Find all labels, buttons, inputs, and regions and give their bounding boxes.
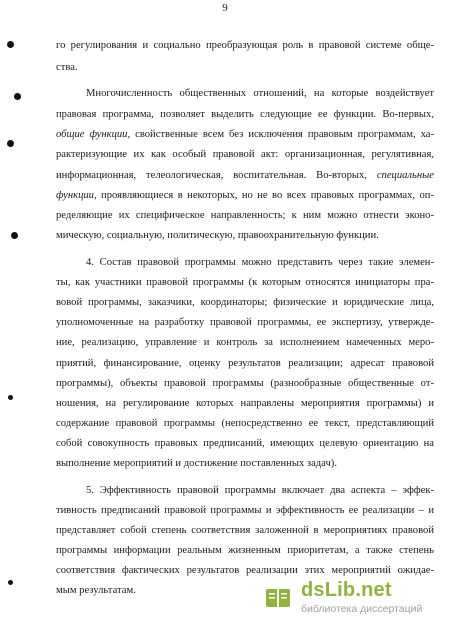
- text-segment: ношения, на регулирование которых направлены мероприятия программы) и: [56, 398, 434, 409]
- margin-dot: [7, 41, 14, 48]
- text-segment: мическую, социальную, политическую, правоохранительную функции.: [56, 230, 379, 241]
- text-line: [56, 109, 434, 121]
- text-line: [56, 277, 434, 289]
- text-line: [56, 129, 434, 141]
- text-line: [56, 545, 434, 557]
- text-segment: правовая программа, позволяет выделить следующие ее функции. Во-первых,: [56, 109, 434, 120]
- text-segment: ределяющие их специфическое направленность; к ним можно отнести эконо-: [56, 210, 434, 221]
- watermark: [263, 579, 438, 621]
- text-line: [56, 170, 434, 182]
- text-segment: вовой программы, заказчики, координаторы; физические и юридические лица,: [56, 297, 434, 308]
- watermark-brand: dsLib.net: [301, 579, 392, 601]
- text-line: [86, 88, 434, 100]
- text-segment: го регулирования и социально преобразующая роль в правовой системе обще-: [56, 40, 434, 51]
- text-line: [56, 149, 434, 161]
- text-line: [56, 565, 434, 577]
- text-line: [56, 190, 434, 202]
- margin-dot: [8, 580, 13, 585]
- text-segment: 4. Состав правовой программы можно представить через такие элемен-: [86, 257, 434, 268]
- text-line: [56, 358, 434, 370]
- text-segment: рактеризующие их как особый правовой акт: организационная, регулятивная,: [56, 149, 434, 160]
- text-segment: уполномоченные на разработку правовой программы, ее экспертизу, утвержде-: [56, 317, 434, 328]
- text-segment: 5. Эффективность правовой программы включает два аспекта – эффек-: [86, 485, 434, 496]
- text-line: [56, 62, 434, 74]
- text-line: [56, 317, 434, 329]
- text-segment: Многочисленность общественных отношений, на которые воздействует: [86, 88, 434, 99]
- text-segment: приятий, финансирование, оценку результатов реализации; адресат правовой: [56, 358, 434, 369]
- text-segment: программы), объекты правовой программы (разнообразные общественные от-: [56, 378, 434, 389]
- text-segment: мым результатам.: [56, 585, 136, 596]
- text-segment: информационная, телеологическая, воспитательная. Во-вторых,: [56, 170, 377, 181]
- text-line: [56, 505, 434, 517]
- text-segment: , проявляющиеся в некоторых, но не во всех правовых программах, оп-: [93, 190, 434, 201]
- text-line: [56, 40, 434, 52]
- text-line: [86, 257, 434, 269]
- italic-term: общие функции: [56, 129, 128, 140]
- text-line: [56, 337, 434, 349]
- italic-term: специальные: [376, 170, 434, 181]
- margin-dot: [8, 395, 13, 400]
- text-line: [56, 398, 434, 410]
- text-segment: ства.: [56, 62, 78, 73]
- text-segment: тивность предписаний правовой программы и эффективность ее реализации – и: [56, 505, 434, 516]
- text-segment: , свойственные всем без исключения правовым программам, ха-: [127, 129, 434, 140]
- italic-term: функции: [56, 190, 94, 201]
- text-line: [86, 485, 434, 497]
- text-line: [56, 525, 434, 537]
- text-line: [56, 230, 434, 242]
- text-segment: программы информации реальным жизненным приоритетам, а также степень: [56, 545, 434, 556]
- text-segment: ние, реализацию, управление и контроль за исполнением намеченных меро-: [56, 337, 434, 348]
- page-number: 9: [222, 2, 228, 14]
- book-icon: [263, 583, 293, 613]
- text-segment: собой совокупность правовых предписаний, имеющих целевую ориентацию на: [56, 438, 434, 449]
- text-segment: содержание правовой программы (непосредственно ее текст, представляющий: [56, 418, 434, 429]
- text-line: [56, 378, 434, 390]
- text-line: [56, 438, 434, 450]
- text-line: [56, 210, 434, 222]
- text-segment: представляет собой степень соответствия заложенной в мероприятиях правовой: [56, 525, 434, 536]
- text-segment: выполнение мероприятий и достижение поставленных задач).: [56, 458, 337, 469]
- text-line: [56, 418, 434, 430]
- text-segment: ты, как участники правовой программы (к которым относятся инициаторы пра-: [56, 277, 434, 288]
- text-segment: соответствия фактических результатов реализации этих мероприятий ожидае-: [56, 565, 434, 576]
- watermark-tagline: библиотека диссертаций: [301, 603, 423, 615]
- margin-dot: [7, 140, 14, 147]
- text-line: [56, 458, 434, 470]
- margin-dot: [11, 232, 18, 239]
- text-line: [56, 297, 434, 309]
- margin-dot: [14, 93, 21, 100]
